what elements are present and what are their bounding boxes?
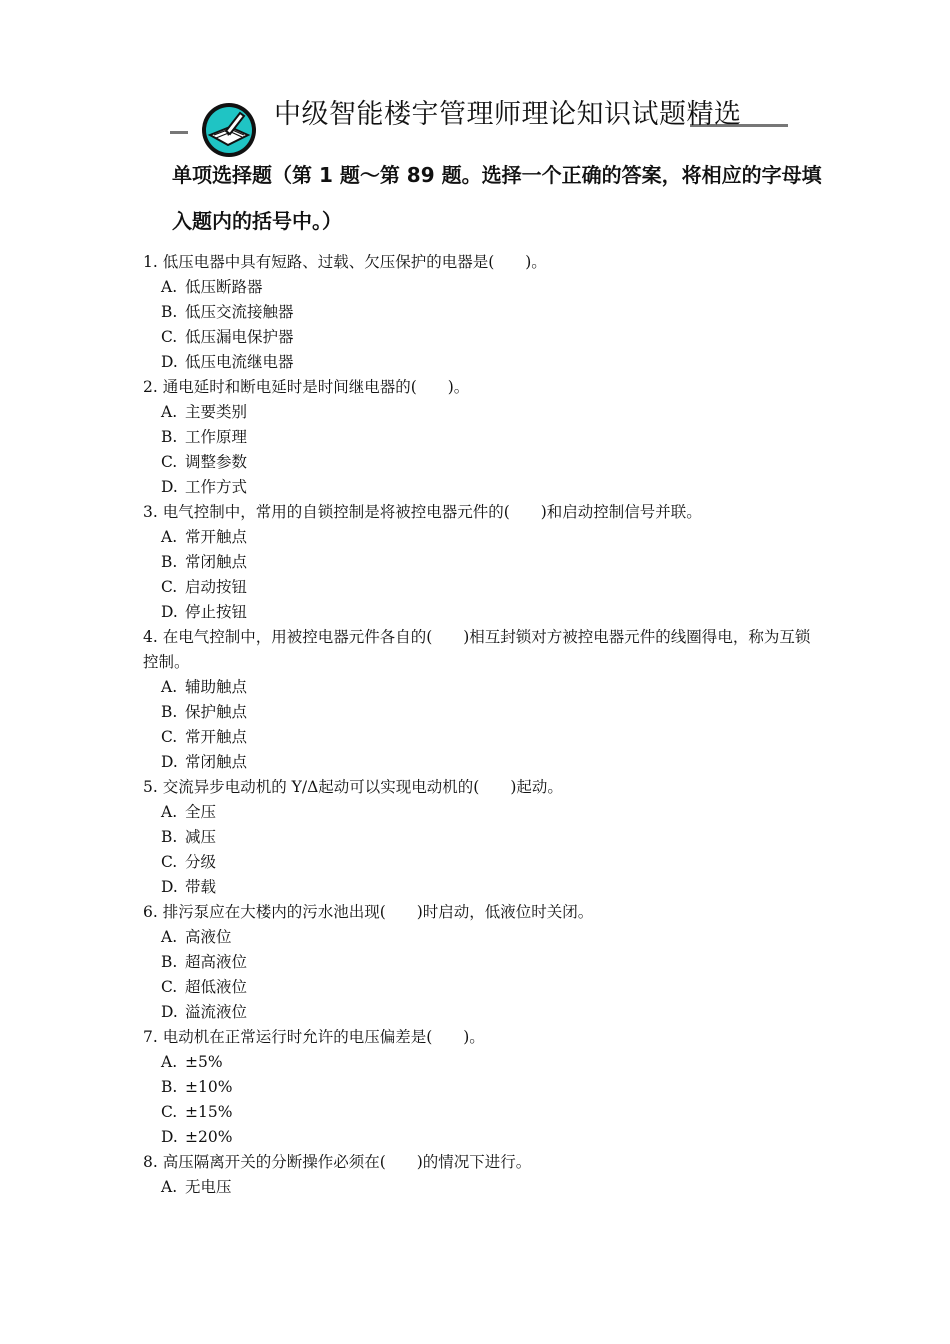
- option-text: 无电压: [185, 1178, 232, 1196]
- document-header: [0, 0, 950, 160]
- option-text: ±10%: [185, 1078, 233, 1096]
- option-letter: C.: [161, 453, 178, 471]
- answer-option: [143, 1075, 813, 1100]
- answer-option: [143, 700, 813, 725]
- header-rule-left: [170, 131, 188, 134]
- question-item: [143, 775, 813, 900]
- answer-option: [143, 550, 813, 575]
- answer-option: [143, 800, 813, 825]
- option-text: 超高液位: [185, 953, 248, 971]
- option-letter: D.: [161, 603, 178, 621]
- option-letter: C.: [161, 728, 178, 746]
- answer-option: [143, 400, 813, 425]
- option-letter: B.: [161, 553, 178, 571]
- question-item: [143, 625, 813, 775]
- option-text: ±15%: [185, 1103, 233, 1121]
- option-letter: C.: [161, 853, 178, 871]
- option-text: 常闭触点: [185, 553, 248, 571]
- option-text: 低压漏电保护器: [185, 328, 294, 346]
- option-letter: A.: [161, 1053, 178, 1071]
- section-heading: 单项选择题（第 1 题～第 89 题。选择一个正确的答案，将相应的字母填入题内的括号中。）: [172, 163, 822, 233]
- answer-option: [143, 325, 813, 350]
- option-letter: D.: [161, 478, 178, 496]
- option-text: 超低液位: [185, 978, 248, 996]
- option-text: 常开触点: [185, 528, 248, 546]
- question-item: [143, 250, 813, 375]
- question-stem: 3. 电气控制中，常用的自锁控制是将被控电器元件的( )和启动控制信号并联。: [143, 503, 702, 521]
- question-item: [143, 1150, 813, 1200]
- question-stem: 8. 高压隔离开关的分断操作必须在( )的情况下进行。: [143, 1153, 532, 1171]
- answer-option: [143, 825, 813, 850]
- option-letter: A.: [161, 678, 178, 696]
- answer-option: [143, 975, 813, 1000]
- option-letter: B.: [161, 828, 178, 846]
- answer-option: [143, 575, 813, 600]
- option-letter: B.: [161, 303, 178, 321]
- notebook-pencil-icon: [200, 101, 258, 159]
- option-letter: A.: [161, 803, 178, 821]
- answer-option: [143, 425, 813, 450]
- question-list: [143, 250, 813, 1200]
- option-text: 常开触点: [185, 728, 248, 746]
- option-letter: A.: [161, 403, 178, 421]
- option-text: 低压断路器: [185, 278, 263, 296]
- option-text: 启动按钮: [185, 578, 248, 596]
- option-text: 低压电流继电器: [185, 353, 294, 371]
- answer-option: [143, 850, 813, 875]
- option-letter: C.: [161, 578, 178, 596]
- question-stem: 1. 低压电器中具有短路、过载、欠压保护的电器是( )。: [143, 253, 547, 271]
- option-text: 全压: [185, 803, 217, 821]
- option-letter: D.: [161, 353, 178, 371]
- answer-option: [143, 1000, 813, 1025]
- option-letter: D.: [161, 878, 178, 896]
- option-text: 减压: [185, 828, 217, 846]
- document-title: 中级智能楼宇管理师理论知识试题精选: [274, 99, 742, 130]
- answer-option: [143, 525, 813, 550]
- answer-option: [143, 275, 813, 300]
- option-text: 保护触点: [185, 703, 248, 721]
- question-stem: 4. 在电气控制中，用被控电器元件各自的( )相互封锁对方被控电器元件的线圈得电，称为互锁控制。: [143, 628, 811, 671]
- option-letter: D.: [161, 1128, 178, 1146]
- answer-option: [143, 300, 813, 325]
- question-item: [143, 500, 813, 625]
- option-text: 辅助触点: [185, 678, 248, 696]
- option-text: 常闭触点: [185, 753, 248, 771]
- question-stem: 7. 电动机在正常运行时允许的电压偏差是( )。: [143, 1028, 485, 1046]
- answer-option: [143, 1100, 813, 1125]
- question-stem: 2. 通电延时和断电延时是时间继电器的( )。: [143, 378, 470, 396]
- option-letter: B.: [161, 703, 178, 721]
- option-letter: A.: [161, 528, 178, 546]
- option-letter: A.: [161, 278, 178, 296]
- option-text: 高液位: [185, 928, 232, 946]
- option-text: 低压交流接触器: [185, 303, 294, 321]
- answer-option: [143, 1175, 813, 1200]
- answer-option: [143, 450, 813, 475]
- option-text: 溢流液位: [185, 1003, 248, 1021]
- answer-option: [143, 725, 813, 750]
- option-letter: B.: [161, 1078, 178, 1096]
- option-letter: C.: [161, 328, 178, 346]
- question-stem: 6. 排污泵应在大楼内的污水池出现( )时启动，低液位时关闭。: [143, 903, 594, 921]
- option-text: 工作方式: [185, 478, 248, 496]
- answer-option: [143, 950, 813, 975]
- answer-option: [143, 350, 813, 375]
- option-letter: C.: [161, 978, 178, 996]
- answer-option: [143, 675, 813, 700]
- option-letter: A.: [161, 1178, 178, 1196]
- answer-option: [143, 875, 813, 900]
- option-text: 工作原理: [185, 428, 248, 446]
- option-letter: D.: [161, 753, 178, 771]
- question-item: [143, 1025, 813, 1150]
- question-stem: 5. 交流异步电动机的 Y/Δ起动可以实现电动机的( )起动。: [143, 778, 563, 796]
- option-text: 调整参数: [185, 453, 248, 471]
- answer-option: [143, 475, 813, 500]
- option-text: 带载: [185, 878, 217, 896]
- answer-option: [143, 1050, 813, 1075]
- answer-option: [143, 750, 813, 775]
- option-text: 停止按钮: [185, 603, 248, 621]
- answer-option: [143, 600, 813, 625]
- question-item: [143, 375, 813, 500]
- option-letter: A.: [161, 928, 178, 946]
- answer-option: [143, 925, 813, 950]
- option-letter: D.: [161, 1003, 178, 1021]
- option-text: ±20%: [185, 1128, 233, 1146]
- option-letter: B.: [161, 953, 178, 971]
- question-item: [143, 900, 813, 1025]
- option-letter: C.: [161, 1103, 178, 1121]
- option-letter: B.: [161, 428, 178, 446]
- option-text: ±5%: [185, 1053, 223, 1071]
- option-text: 分级: [185, 853, 217, 871]
- answer-option: [143, 1125, 813, 1150]
- option-text: 主要类别: [185, 403, 248, 421]
